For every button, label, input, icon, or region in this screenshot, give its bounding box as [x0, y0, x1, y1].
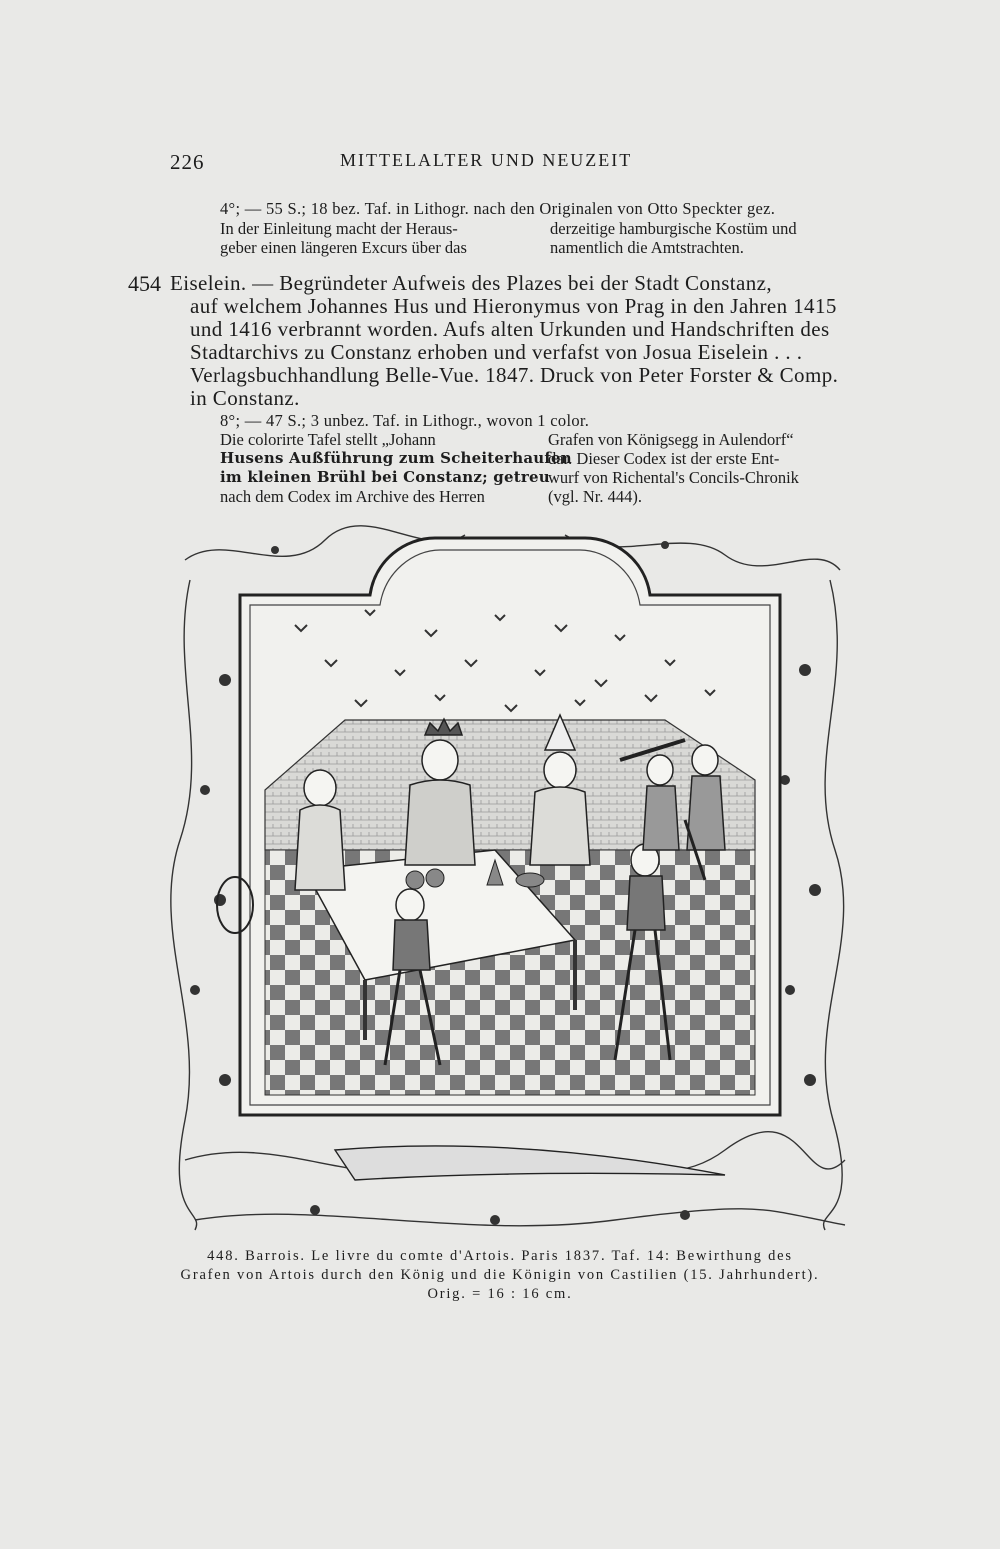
entry-right-column: [548, 430, 799, 506]
prev-entry-collation: 4°; — 55 S.; 18 bez. Taf. in Lithogr. nach den Originalen von Otto Speckter gez.: [220, 199, 776, 218]
entry-right-line: (vgl. Nr. 444).: [548, 487, 642, 506]
entry-line: in Constanz.: [190, 386, 300, 410]
prev-entry-left-column: [220, 219, 467, 257]
entry-line: und 1416 verbrannt worden. Aufs alten Urkunden und Handschriften des: [190, 317, 830, 341]
prev-left-line: In der Einleitung macht der Heraus-: [220, 219, 458, 238]
running-head: MITTELALTER UND NEUZEIT: [340, 150, 633, 170]
entry-left-line: Die colorirte Tafel stellt „Johann: [220, 430, 436, 449]
figure-caption-line: 448. Barrois. Le livre du comte d'Artois. Paris 1837. Taf. 14: Bewirthung des: [207, 1248, 793, 1264]
figure-caption-line: Grafen von Artois durch den König und die Königin von Castilien (15. Jahrhundert).: [180, 1267, 820, 1283]
prev-right-line: derzeitige hamburgische Kostüm und: [550, 219, 797, 238]
entry-line: Eiselein. — Begründeter Aufweis des Plazes bei der Stadt Constanz,: [170, 271, 773, 295]
entry-left-line: nach dem Codex im Archive des Herren: [220, 487, 485, 506]
prev-left-line: geber einen längeren Excurs über das: [220, 238, 467, 257]
scroll-ornament: [335, 1146, 725, 1180]
page-number: 226: [170, 150, 205, 174]
entry-left-line: im kleinen Brühl bei Constanz; getreu: [220, 468, 550, 486]
entry-collation: 8°; — 47 S.; 3 unbez. Taf. in Lithogr., wovon 1 color.: [220, 411, 590, 430]
entry-line: Stadtarchivs zu Constanz erhoben und verfafst von Josua Eiselein . . .: [190, 340, 803, 364]
figure-caption-line: Orig. = 16 : 16 cm.: [427, 1286, 573, 1302]
prev-right-line: namentlich die Amtstrachten.: [550, 238, 744, 257]
prev-entry-right-column: [550, 219, 797, 257]
entry-line: auf welchem Johannes Hus und Hieronymus von Prag in den Jahren 1415: [190, 294, 837, 318]
banquet-illustration: [165, 520, 855, 1240]
entry-number: 454: [128, 271, 161, 296]
entry-right-line: wurf von Richental's Concils-Chronik: [548, 468, 799, 487]
entry-right-line: Grafen von Königsegg in Aulendorf“: [548, 430, 794, 449]
entry-left-column: [220, 430, 572, 506]
entry-left-line: Husens Außführung zum Scheiterhaufen: [220, 449, 572, 467]
entry-line: Verlagsbuchhandlung Belle-Vue. 1847. Druck von Peter Forster & Comp.: [190, 363, 839, 387]
entry-right-line: dar. Dieser Codex ist der erste Ent-: [548, 449, 780, 468]
